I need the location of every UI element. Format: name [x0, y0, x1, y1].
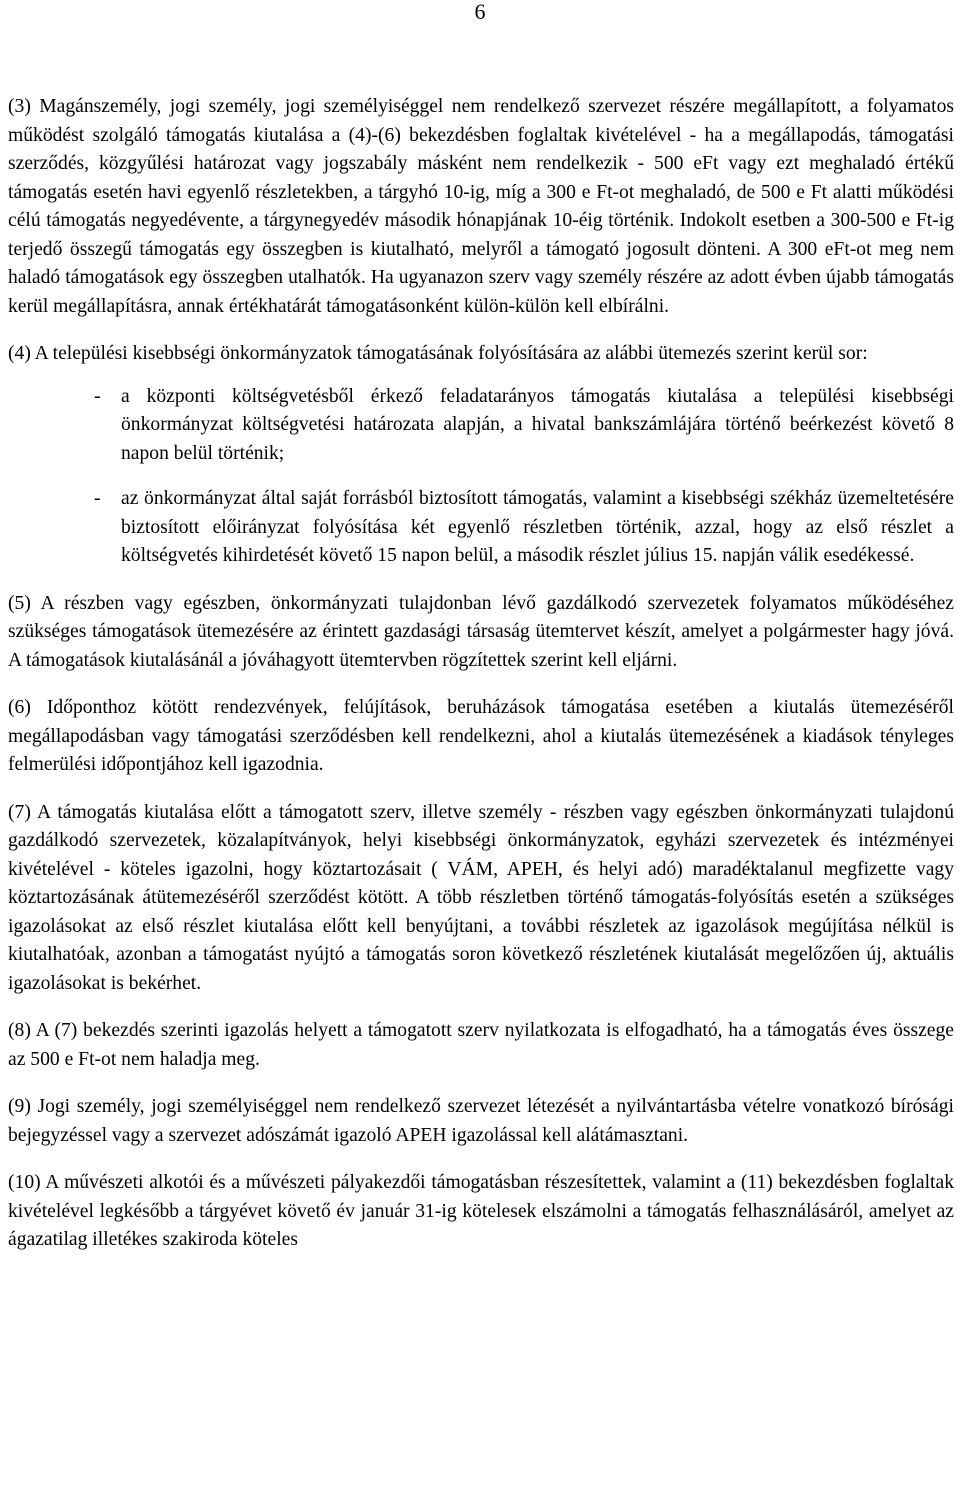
- list-dash: -: [94, 488, 101, 509]
- paragraph-5: (5) A részben vagy egészben, önkormányzati tulajdonban lévő gazdálkodó szervezetek folyamatos működéséhez szükséges támogatások ütemezésére az érintett gazdasági társaság ütemtervet készít, amelyet a polgármester hagy jóvá. A támogatások kiutalásánál a jóváhagyott ütemtervben rögzítettek szerint kell eljárni.: [8, 592, 954, 671]
- list-item-text: az önkormányzat által saját forrásból biztosított támogatás, valamint a kisebbségi székház üzemeltetésére biztosított előirányzat folyósítása két egyenlő részletben történik, azzal, hogy az első részlet a költségvetés kihirdetését követő 15 napon belül, a második részlet július 15. napján válik esedékessé.: [121, 488, 954, 566]
- list-dash: -: [94, 385, 101, 407]
- list-item-text: a központi költségvetésből érkező feladatarányos támogatás kiutalása a települési kisebbségi önkormányzat költségvetési határozata alapján, a hivatal bankszámlájára történő beérkezést követő 8 napon belül történik;: [121, 385, 954, 464]
- paragraph-10: (10) A művészeti alkotói és a művészeti pályakezdői támogatásban részesítettek, valamint a (11) bekezdésben foglaltak kivételével legkésőbb a tárgyévet követő év január 31-ig kötelesek elszámolni a támogatás felhasználásáról, amelyet az ágazatilag illetékes szakiroda köteles: [8, 1172, 954, 1250]
- paragraph-8: (8) A (7) bekezdés szerinti igazolás helyett a támogatott szerv nyilatkozata is elfogadható, ha a támogatás éves összege az 500 e Ft-ot nem haladja meg.: [8, 1020, 954, 1070]
- paragraph-4-intro: (4) A települési kisebbségi önkormányzatok támogatásának folyósítására az alábbi ütemezés szerint kerül sor:: [8, 343, 868, 364]
- page-number: 6: [474, 0, 486, 24]
- paragraph-4-list: [8, 383, 954, 571]
- paragraph-6: (6) Időponthoz kötött rendezvények, felújítások, beruházások támogatása esetében a kiutalás ütemezéséről megállapodásban vagy támogatási szerződésben kell rendelkezni, ahol a kiutalás ütemezésének a kiadások tényleges felmerülési időpontjához kell igazodnia.: [8, 697, 954, 775]
- list-item: [8, 485, 954, 571]
- paragraph-9: (9) Jogi személy, jogi személyiséggel nem rendelkező szervezet létezését a nyilvántartásba vételre vonatkozó bírósági bejegyzéssel vagy a szervezet adószámát igazoló APEH igazolással kell alátámasztani.: [8, 1096, 954, 1146]
- document-body: [8, 93, 954, 1274]
- paragraph-3: (3) Magánszemély, jogi személy, jogi személyiséggel nem rendelkező szervezet részére megállapított, a folyamatos működést szolgáló támogatás kiutalása a (4)-(6) bekezdésben foglaltak kivételével - ha a megállapodás, támogatási szerződés, közgyűlési határozat vagy jogszabály másként nem rendelkezik - 500 eFt vagy ezt meghaladó értékű támogatás esetén havi egyenlő részletekben, a tárgyhó 10-ig, míg a 300 e Ft-ot meghaladó, de 500 e Ft alatti működési célú támogatás negyedévente, a tárgynegyedév második hónapjának 10-éig történik. Indokolt esetben a 300-500 e Ft-ig terjedő összegű támogatás egy összegben is kiutalható, melyről a támogató jogosult dönteni. A 300 eFt-ot meg nem haladó támogatások egy összegben utalhatók. Ha ugyanazon szerv vagy személy részére az adott évben újabb támogatás kerül megállapításra, annak értékhatárát támogatásonként külön-külön kell elbírálni.: [8, 96, 954, 317]
- paragraph-7: (7) A támogatás kiutalása előtt a támogatott szerv, illetve személy - részben vagy egészben önkormányzati tulajdonú gazdálkodó szervezetek, közalapítványok, helyi kisebbségi önkormányzatok, egyházi szervezetek és intézményei kivételével - köteles igazolni, hogy köztartozásait ( VÁM, APEH, és helyi adó) maradéktalanul megfizette vagy köztartozásának átütemezéséről szerződést kötött. A több részletben történő támogatás-folyósítás esetén a szükséges igazolásokat az első részlet kiutalása előtt kell benyújtani, a további részletek az igazolások megújítása nélkül is kiutalhatóak, azonban a támogatást nyújtó a támogatás soron következő részletének kiutalását megelőzően új, aktuális igazolásokat is bekérhet.: [8, 801, 954, 994]
- list-item: [8, 383, 954, 469]
